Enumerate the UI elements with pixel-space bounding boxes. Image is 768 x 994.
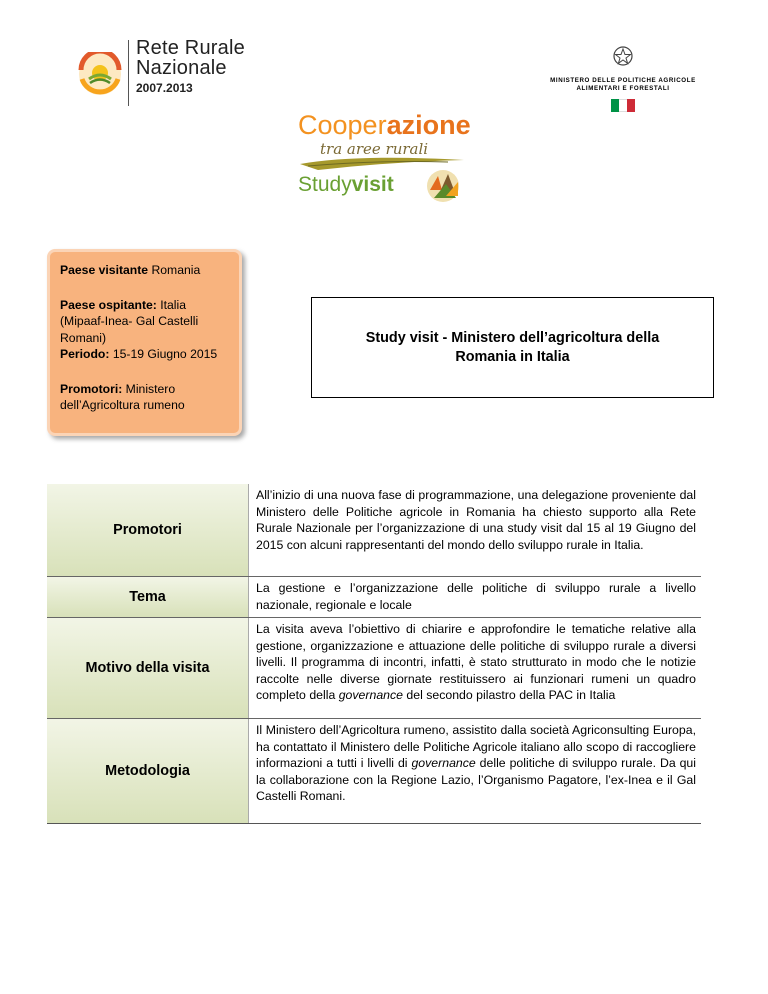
study-part2: visit [351,173,394,196]
title-line2: Romania in Italia [455,348,570,365]
study-visit-title-box [311,297,714,398]
hands-emblem-icon [424,168,462,204]
motivo-text-after: del secondo pilastro della PAC in Italia [402,688,616,703]
ministry-logo [548,46,698,112]
motivo-text-before: La visita aveva l’obiettivo di chiarire e approfondire le tematiche relative alla gestione, organizzazione e attuazione delle politiche di sviluppo rurale a diversi livelli. Il programma di incontri, infatti, è stato strutturato in modo che le notizie raccolte nelle diverse giornate restituissero ai funzionari rumeni un quadro completo della [256,622,696,703]
rete-rurale-nazionale-logo [78,37,248,110]
ministry-name-line1: MINISTERO DELLE POLITICHE AGRICOLE [550,77,696,84]
row-label-motivo: Motivo della visita [47,618,249,718]
metodologia-text-italic: governance [411,756,476,771]
periodo-value: 15-19 Giugno 2015 [109,347,218,361]
cooperazione-wordmark [298,112,471,139]
title-line1: Study visit - Ministero dell’agricoltura della [365,329,660,346]
row-label-promotori: Promotori [47,484,249,576]
visit-details-table [47,484,701,824]
visitante-label: Paese visitante [60,263,149,277]
row-label-tema: Tema [47,577,249,617]
cooperazione-studyvisit-logo [298,112,470,204]
table-row [47,718,701,823]
row-text-motivo [249,618,701,718]
row-text-tema: La gestione e l’organizzazione delle politiche di sviluppo rurale a livello nazionale, regionale e locale [256,581,696,612]
studyvisit-wordmark [298,174,394,195]
rrn-years: 2007.2013 [136,81,193,95]
ospitante-value: Italia (Mipaaf-Inea- Gal Castelli Romani) [60,297,199,345]
rrn-line1: Rete Rurale [136,37,245,59]
row-text-metodologia [249,719,701,823]
coop-title-part1: Cooper [298,110,387,140]
promotori-label: Promotori: [60,381,123,396]
ministry-name-line2: ALIMENTARI E FORESTALI [576,84,670,92]
visitante-line [60,262,229,279]
metodologia-text-after: delle politiche di sviluppo rurale. Da qui la collaborazione con la Regione Lazio, l’Organismo Pagatore, l’ex-Inea e il Gal Castelli Romani. [256,756,696,804]
promotori-line [60,381,229,414]
ospitante-label: Paese ospitante: [60,297,157,312]
visitante-value: Romania [148,263,201,277]
coop-subtitle: tra aree rurali [320,140,429,158]
ospitante-line [60,297,229,347]
table-row [47,484,701,576]
rrn-line2: Nazionale [136,57,227,79]
row-label-metodologia: Metodologia [47,719,249,823]
table-row [47,617,701,718]
italian-republic-emblem-icon [613,46,633,66]
italian-flag-icon [611,99,635,112]
visit-info-box [47,249,242,436]
study-visit-title [333,329,693,367]
rrn-divider [128,40,129,106]
promotori-value: Ministero dell’Agricoltura rumeno [60,381,185,412]
rrn-wordmark [136,38,245,94]
coop-title-part2: azione [386,110,471,140]
study-part1: Study [298,173,352,196]
rrn-seal-icon [78,52,122,96]
periodo-line [60,346,229,363]
table-row [47,576,701,617]
row-text-promotori: All’inizio di una nuova fase di programmazione, una delegazione proveniente dal Ministero delle Politiche agricole in Romania ha chiesto supporto alla Rete Rurale Nazionale per l’organizzazione di una study visit dal 15 al 19 Giugno del 2015 con alcuni rappresentanti del mondo dello sviluppo rurale in Italia. [256,488,696,552]
metodologia-text-before: Il Ministero dell’Agricoltura rumeno, assistito dalla società Agriconsulting Europa, ha contattato il Ministero delle Politiche Agricole italiano allo scopo di raccogliere informazioni a tutti i livelli di [256,723,696,771]
motivo-text-italic: governance [338,688,403,703]
periodo-label: Periodo: [60,347,110,361]
